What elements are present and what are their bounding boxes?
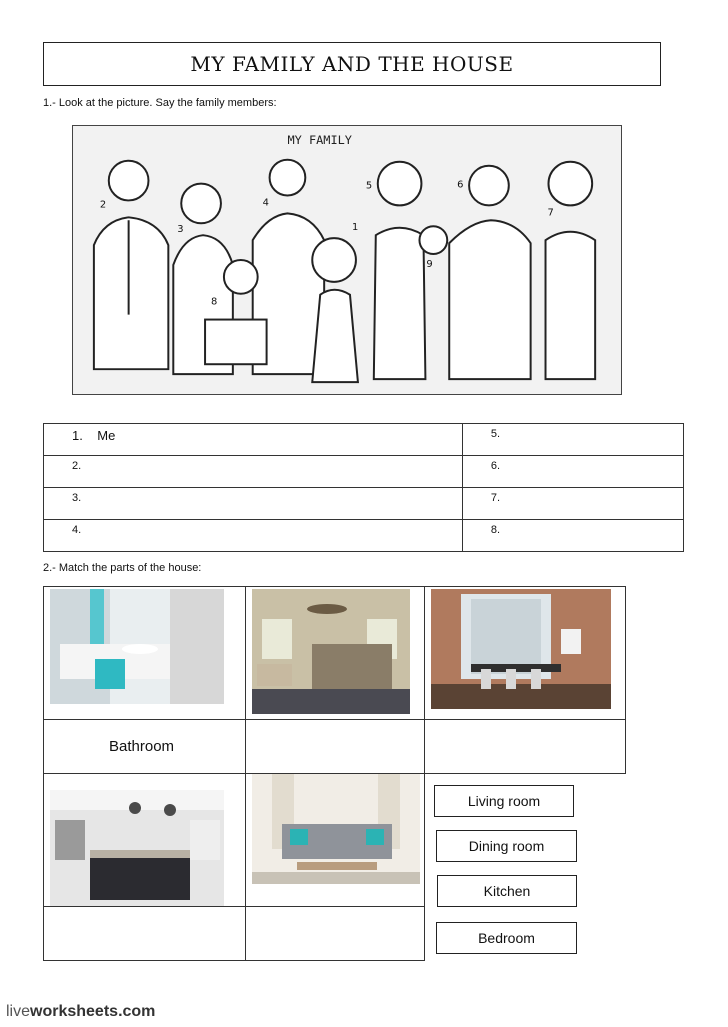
family-members-table: [43, 423, 684, 552]
number-2: 2: [99, 199, 107, 211]
photo-cell-3: [424, 586, 626, 720]
answer-cell-5[interactable]: 5.: [462, 424, 683, 456]
answer-box-1[interactable]: [43, 719, 246, 774]
answer-cell-2[interactable]: 2.: [44, 456, 463, 488]
bedroom-photo: [252, 589, 410, 714]
answer-box-5[interactable]: [245, 906, 425, 961]
brand-tld: .com: [118, 1003, 156, 1020]
brand-worksheets: worksheets: [30, 1003, 119, 1020]
word-kitchen[interactable]: Kitchen: [437, 875, 577, 907]
answer-box-3[interactable]: [424, 719, 626, 774]
answer-box-4[interactable]: [43, 906, 246, 961]
answer-cell-3[interactable]: 3.: [44, 488, 463, 520]
brand-live: live: [6, 1003, 31, 1020]
number-9: 9: [426, 258, 433, 270]
kitchen-photo: [50, 790, 224, 906]
bathroom-photo: [50, 589, 224, 704]
number-4: 4: [262, 197, 269, 209]
answer-value-1: Me: [97, 428, 116, 443]
answer-cell-1[interactable]: 1. Me: [44, 424, 463, 456]
photo-cell-5: [245, 773, 425, 907]
title-box: [43, 42, 661, 86]
photo-cell-4: [43, 773, 246, 907]
table-row: [44, 520, 684, 552]
photo-cell-1: [43, 586, 246, 720]
word-dining-room[interactable]: Dining room: [436, 830, 577, 862]
answer-cell-7[interactable]: 7.: [462, 488, 683, 520]
word-living-room[interactable]: Living room: [434, 785, 574, 817]
family-picture: [72, 125, 622, 395]
answer-cell-4[interactable]: 4.: [44, 520, 463, 552]
table-row: [44, 424, 684, 456]
photo-cell-2: [245, 586, 425, 720]
dining-room-photo: [431, 589, 611, 709]
answer-text-1: Bathroom: [109, 738, 175, 755]
living-room-photo: [252, 774, 420, 884]
table-row: [44, 456, 684, 488]
number-7: 7: [547, 207, 554, 219]
family-drawing: [73, 126, 621, 394]
footer-brand[interactable]: [6, 1003, 155, 1021]
answer-cell-8[interactable]: 8.: [462, 520, 683, 552]
table-row: [44, 488, 684, 520]
word-bedroom[interactable]: Bedroom: [436, 922, 577, 954]
answer-cell-6[interactable]: 6.: [462, 456, 683, 488]
number-6: 6: [457, 179, 464, 191]
number-1: 1: [351, 222, 359, 234]
section1-instruction: 1.- Look at the picture. Say the family members:: [43, 97, 277, 109]
section2-instruction: 2.- Match the parts of the house:: [43, 562, 202, 574]
number-8: 8: [211, 296, 218, 308]
page-title: MY FAMILY AND THE HOUSE: [190, 52, 514, 76]
number-3: 3: [177, 224, 184, 236]
picture-caption: MY FAMILY: [287, 132, 352, 147]
number-5: 5: [365, 180, 373, 192]
answer-box-2[interactable]: [245, 719, 425, 774]
